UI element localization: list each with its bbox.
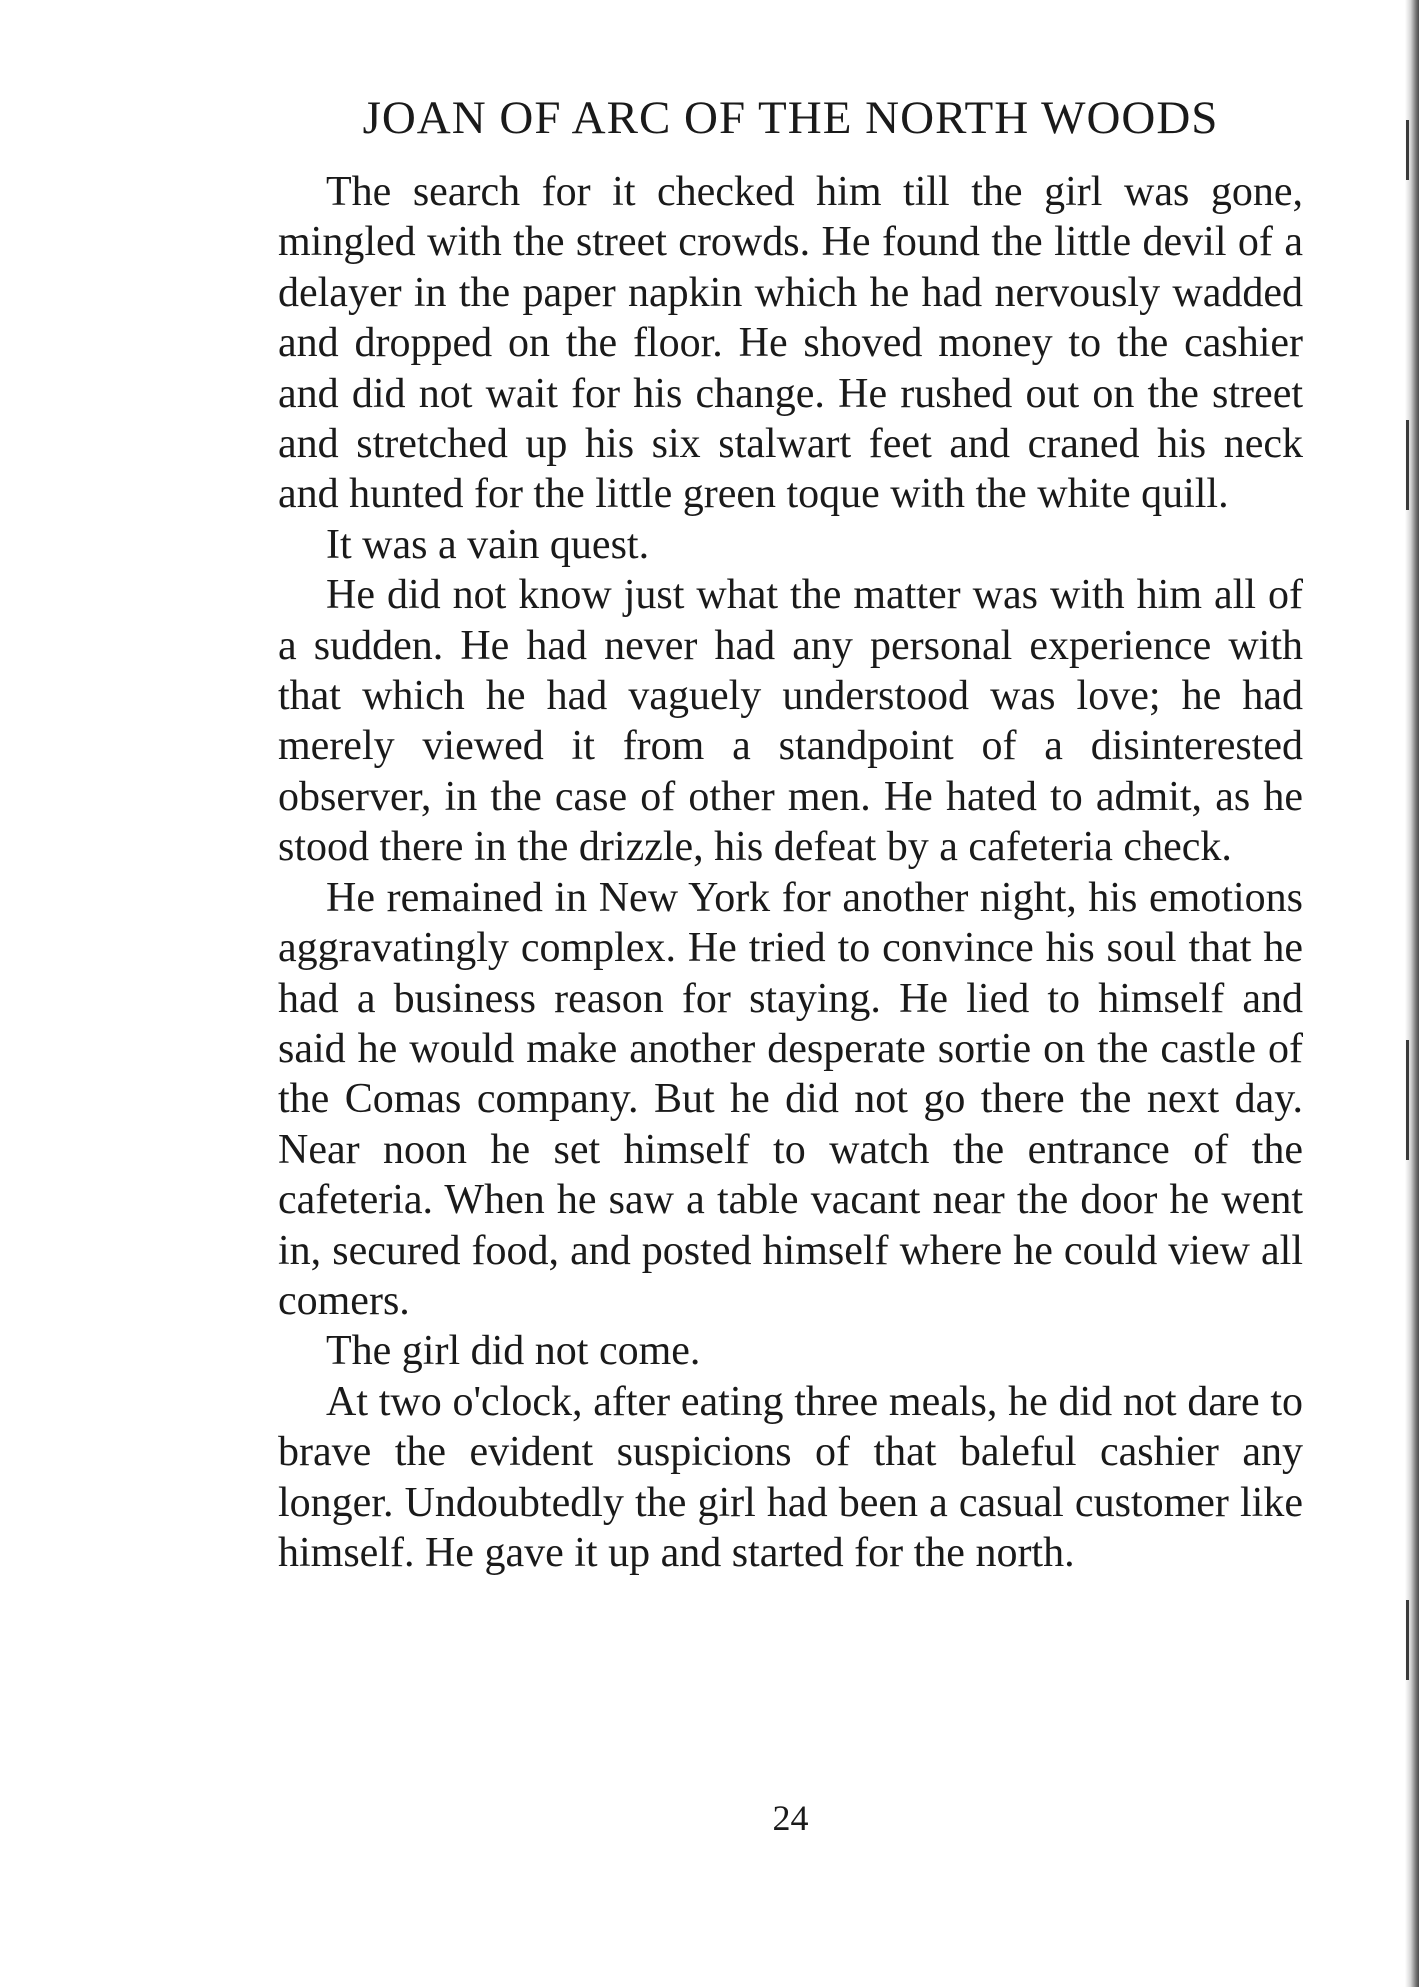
paragraph: It was a vain quest. xyxy=(326,521,650,568)
page-edge-speck xyxy=(1406,1040,1409,1160)
page-number: 24 xyxy=(772,1798,809,1838)
page-edge-shadow xyxy=(1405,0,1419,1987)
body-text xyxy=(278,167,1303,1578)
page-edge-speck xyxy=(1406,1600,1409,1680)
page-edge-speck xyxy=(1406,420,1409,510)
paragraph: He remained in New York for another night, his emotions aggravatingly complex. He tried to convince his soul that he had a business reason for staying. He lied to himself and said he would make another desperate sortie on the castle of the Comas company. But he did not go there the next day. Near noon he set himself to watch the entrance of the cafeteria. When he saw a table vacant near the door he went in, secured food, and posted himself where he could view all comers. xyxy=(278,874,1303,1324)
paragraph: He did not know just what the matter was with him all of a sudden. He had never had any personal experience with that which he had vaguely understood was love; he had merely viewed it from a standpoint of a disinterested observer, in the case of other men. He hated to admit, as he stood there in the drizzle, his defeat by a cafeteria check. xyxy=(278,572,1303,871)
page-edge-speck xyxy=(1406,120,1409,180)
paragraph: The girl did not come. xyxy=(326,1328,701,1375)
paragraph: The search for it checked him till the girl was gone, mingled with the street crowds. He found the little devil of a delayer in the paper napkin which he had nervously wadded and dropped on the floor. He shoved money to the cashier and did not wait for his change. He rushed out on the street and stretched up his six stalwart feet and craned his neck and hunted for the little green toque with the white quill. xyxy=(278,169,1303,518)
paragraph: At two o'clock, after eating three meals, he did not dare to brave the evident suspicions of that baleful cashier any longer. Undoubtedly the girl had been a casual customer like himself. He gave it up and started for the north. xyxy=(278,1378,1303,1576)
running-head: JOAN OF ARC OF THE NORTH WOODS xyxy=(362,92,1219,144)
